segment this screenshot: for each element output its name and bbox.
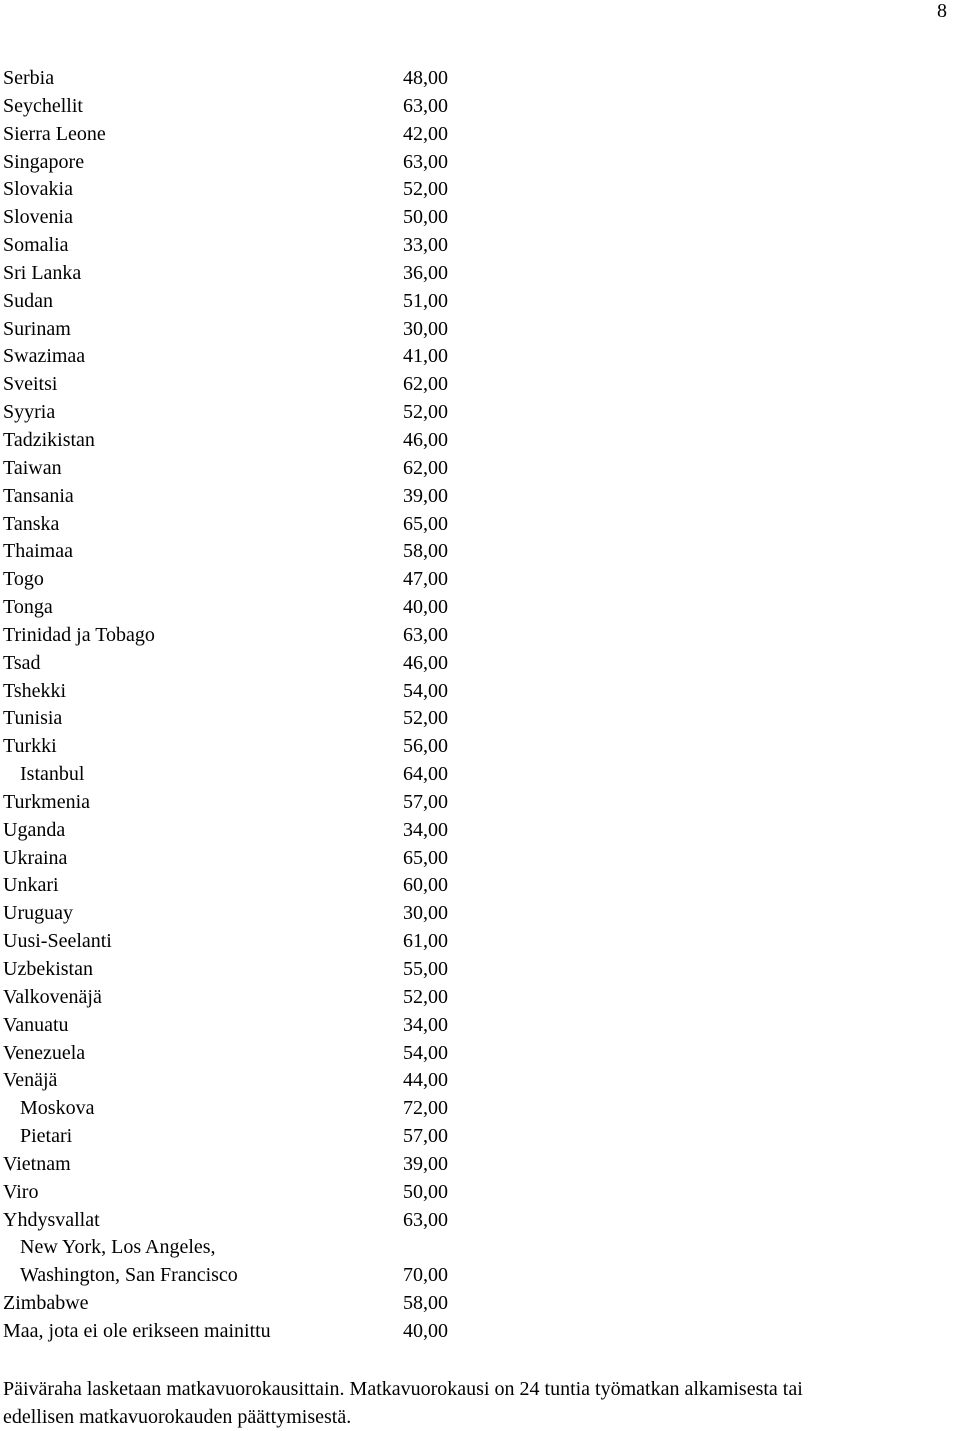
country-name: Sveitsi [3,373,58,396]
table-row [3,927,473,955]
table-row [3,370,473,398]
table-row [3,760,473,788]
country-name: Uganda [3,818,66,841]
table-row [3,621,473,649]
country-name: Unkari [3,874,59,897]
table-row [3,816,473,844]
country-name: Valkovenäjä [3,985,102,1008]
country-name: Venezuela [3,1041,86,1064]
allowance-value: 65,00 [403,512,448,535]
table-row [3,92,473,120]
table-row [3,537,473,565]
allowance-value: 72,00 [403,1097,448,1120]
allowance-value: 58,00 [403,1292,448,1315]
table-row [3,287,473,315]
allowance-value: 30,00 [403,317,448,340]
table-row [3,788,473,816]
table-row [3,955,473,983]
allowance-value: 33,00 [403,234,448,257]
table-row [3,844,473,872]
country-name: Uzbekistan [3,958,93,980]
allowance-value: 48,00 [403,67,448,89]
allowance-value: 63,00 [403,623,448,646]
country-name: Thaimaa [3,540,73,563]
table-row [3,1066,473,1094]
allowance-value: 57,00 [403,1125,448,1148]
country-name: Ukraina [3,846,68,869]
allowance-value: 52,00 [403,401,448,424]
allowance-value: 64,00 [403,763,448,786]
table-row [3,732,473,760]
country-name: Tadzikistan [3,428,95,451]
table-row [3,315,473,343]
table-row [3,983,473,1011]
country-name: Uruguay [3,902,73,925]
allowance-value: 63,00 [403,94,448,117]
country-name: Turkmenia [3,790,91,813]
daily-allowance-table [3,64,473,1345]
allowance-value: 39,00 [403,1152,448,1175]
table-row [3,1317,473,1345]
country-name: Taiwan [3,456,62,479]
country-name: Serbia [3,67,55,89]
country-name: Seychellit [3,94,83,117]
country-name: Venäjä [3,1069,58,1092]
allowance-value: 30,00 [403,902,448,925]
table-row [3,649,473,677]
allowance-value: 40,00 [403,596,448,619]
country-name: Tansania [3,484,74,507]
table-row [3,1261,473,1289]
allowance-value: 47,00 [403,568,448,591]
allowance-value: 42,00 [403,122,448,145]
country-name: Tonga [3,596,53,619]
country-name: New York, Los Angeles, [20,1236,216,1259]
table-row [3,593,473,621]
table-row [3,148,473,176]
country-name: Turkki [3,735,57,758]
country-name: Tshekki [3,679,67,702]
allowance-value: 61,00 [403,930,448,953]
table-row [3,398,473,426]
country-name: Syyria [3,401,56,424]
country-name: Singapore [3,150,85,173]
table-row [3,120,473,148]
table-row [3,704,473,732]
table-row [3,1011,473,1039]
allowance-value: 57,00 [403,790,448,813]
table-row [3,1206,473,1234]
footnote-line-1: Päiväraha lasketaan matkavuorokausittain. Matkavuorokausi on 24 tuntia työmatkan alkamisesta tai [3,1378,803,1400]
country-name: Sudan [3,289,53,312]
table-row [3,1178,473,1206]
allowance-value: 58,00 [403,540,448,563]
allowance-value: 44,00 [403,1069,448,1092]
allowance-value: 46,00 [403,651,448,674]
allowance-value: 52,00 [403,178,448,201]
table-row [3,175,473,203]
country-name: Sierra Leone [3,122,106,145]
table-row [3,426,473,454]
country-name: Swazimaa [3,345,86,368]
allowance-value: 34,00 [403,818,448,841]
allowance-value: 60,00 [403,874,448,897]
allowance-value: 54,00 [403,1041,448,1064]
country-name: Uusi-Seelanti [3,930,112,953]
country-name: Sri Lanka [3,261,82,284]
allowance-value: 63,00 [403,150,448,173]
country-name: Vietnam [3,1152,71,1175]
country-name: Slovakia [3,178,73,201]
table-row [3,677,473,705]
country-name: Surinam [3,317,71,340]
allowance-value: 56,00 [403,735,448,758]
allowance-value: 50,00 [403,206,448,229]
table-row [3,231,473,259]
country-name: Trinidad ja Tobago [3,623,155,646]
allowance-value: 34,00 [403,1013,448,1036]
country-name: Tsad [3,651,41,674]
allowance-value: 54,00 [403,679,448,702]
allowance-value: 36,00 [403,261,448,284]
table-row [3,510,473,538]
table-row [3,1122,473,1150]
country-name: Istanbul [20,763,85,786]
allowance-value: 55,00 [403,958,448,980]
table-row [3,342,473,370]
country-name: Slovenia [3,206,73,229]
table-row [3,259,473,287]
table-row [3,899,473,927]
table-row [3,64,473,92]
allowance-value: 70,00 [403,1264,448,1287]
page-number: 8 [937,0,947,22]
country-name: Pietari [20,1125,73,1148]
table-row [3,454,473,482]
country-name: Somalia [3,234,69,257]
table-row [3,871,473,899]
footnote-line-2: edellisen matkavuorokauden päättymisestä. [3,1406,352,1428]
country-name: Washington, San Francisco [20,1264,238,1287]
country-name: Zimbabwe [3,1292,89,1315]
table-row [3,1150,473,1178]
allowance-value: 65,00 [403,846,448,869]
allowance-value: 50,00 [403,1180,448,1203]
allowance-value: 41,00 [403,345,448,368]
allowance-value: 51,00 [403,289,448,312]
table-row [3,482,473,510]
table-row [3,1039,473,1067]
country-name: Tunisia [3,707,63,730]
allowance-value: 62,00 [403,456,448,479]
allowance-value: 46,00 [403,428,448,451]
footnote [3,1375,960,1431]
allowance-value: 52,00 [403,707,448,730]
allowance-value: 52,00 [403,985,448,1008]
country-name: Togo [3,568,44,591]
country-name: Maa, jota ei ole erikseen mainittu [3,1319,271,1342]
country-name: Vanuatu [3,1013,69,1036]
table-row [3,203,473,231]
table-row [3,1094,473,1122]
allowance-value: 40,00 [403,1319,448,1342]
allowance-value: 39,00 [403,484,448,507]
country-name: Tanska [3,512,60,535]
country-name: Viro [3,1180,39,1203]
allowance-value: 62,00 [403,373,448,396]
country-name: Yhdysvallat [3,1208,100,1231]
country-name: Moskova [20,1097,95,1120]
table-row [3,565,473,593]
table-row [3,1233,473,1261]
table-row [3,1289,473,1317]
allowance-value: 63,00 [403,1208,448,1231]
